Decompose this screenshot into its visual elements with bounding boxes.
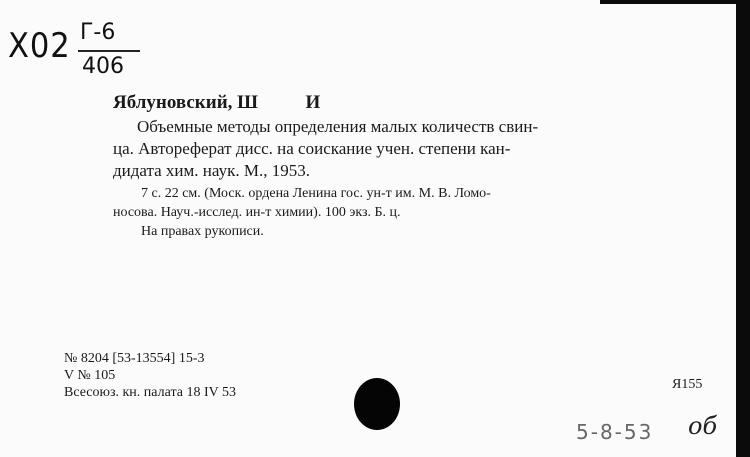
author-heading: Яблуновский, Ш И [113,92,321,113]
shelfmark-numerator: Г-6 [80,20,116,45]
shelfmark-denominator: 406 [82,54,124,79]
collation-line: На правах рукописи. [141,224,264,239]
handwritten-mark: об [688,412,718,440]
call-number: Я155 [672,377,703,392]
collation-block [113,184,713,241]
scan-edge-right [736,0,750,457]
title-line: ца. Автореферат дисс. на соискание учен. степени кан- [113,139,511,158]
title-line: дидата хим. наук. М., 1953. [113,161,310,180]
card-punch-hole [354,378,400,430]
registry-block [64,350,236,401]
title-line: Объемные методы определения малых количеств свин- [137,117,539,136]
collation-line: носова. Науч.-исслед. ин-т химии). 100 экз. Б. ц. [113,205,401,220]
registry-line: V № 105 [64,368,116,383]
collation-line: 7 с. 22 см. (Моск. ордена Ленина гос. ун-т им. М. В. Ломо- [141,186,491,201]
title-block [113,116,711,182]
shelfmark [8,14,148,84]
date-stamp: 5-8-53 [576,420,654,444]
registry-line: Всесоюз. кн. палата 18 IV 53 [64,385,236,400]
shelfmark-code: Х02 [8,26,71,66]
shelfmark-fraction-line [78,50,140,52]
registry-line: № 8204 [53-13554] 15-3 [64,351,205,366]
scan-edge-top [600,0,750,4]
